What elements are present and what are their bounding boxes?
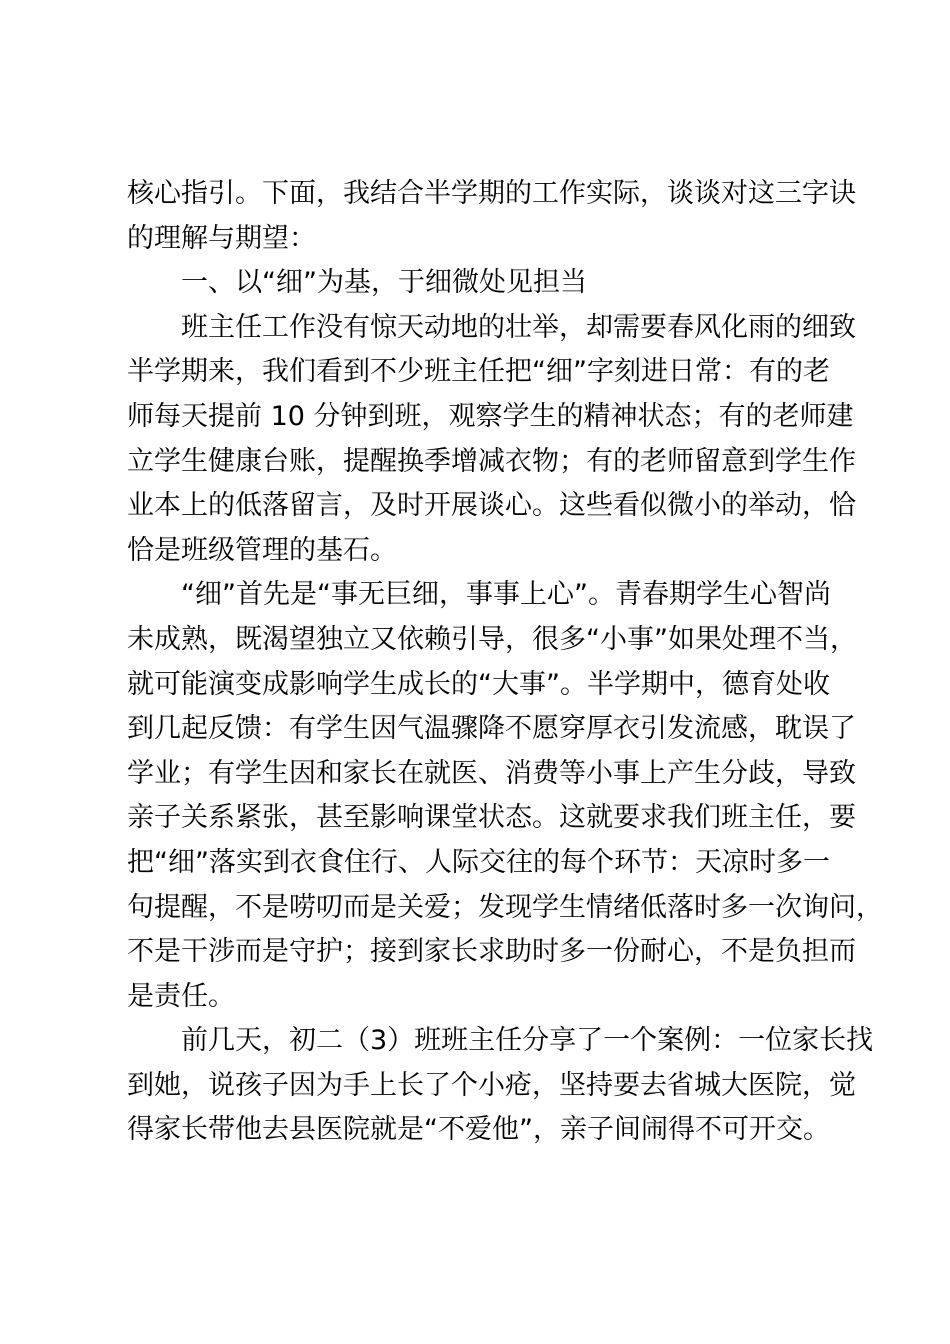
text-line: 一、以“细”为基，于细微处见担当	[181, 267, 587, 299]
text-line: 前几天，初二（3）班班主任分享了一个案例：一位家长找	[181, 1025, 874, 1057]
text-line: 半学期来，我们看到不少班主任把“细”字刻进日常：有的老	[127, 356, 830, 388]
text-line: 得家长带他去县医院就是“不爱他”，亲子间闹得不可开交。	[127, 1114, 830, 1146]
text-line: 恰是班级管理的基石。	[127, 534, 397, 566]
text-line: 的理解与期望：	[127, 222, 316, 254]
text-line: 就可能演变成影响学生成长的“大事”。半学期中，德育处收	[127, 668, 830, 700]
text-line: 把“细”落实到衣食住行、人际交往的每个环节：天凉时多一	[127, 846, 830, 878]
text-line: 班主任工作没有惊天动地的壮举，却需要春风化雨的细致	[181, 311, 856, 343]
text-line: 学业；有学生因和家长在就医、消费等小事上产生分歧，导致	[127, 757, 856, 789]
text-line: 核心指引。下面，我结合半学期的工作实际，谈谈对这三字诀	[127, 178, 856, 209]
text-line: 到几起反馈：有学生因气温骤降不愿穿厚衣引发流感，耽误了	[127, 713, 856, 745]
text-line: 是责任。	[127, 980, 235, 1012]
text-line: 师每天提前 10 分钟到班，观察学生的精神状态；有的老师建	[127, 400, 854, 432]
text-line: 未成熟，既渴望独立又依赖引导，很多“小事”如果处理不当，	[127, 623, 857, 655]
text-line: 亲子关系紧张，甚至影响课堂状态。这就要求我们班主任，要	[127, 802, 856, 834]
text-line: 立学生健康台账，提醒换季增减衣物；有的老师留意到学生作	[127, 445, 856, 477]
text-line: 业本上的低落留言，及时开展谈心。这些看似微小的举动，恰	[127, 490, 856, 522]
text-line: 句提醒，不是唠叨而是关爱；发现学生情绪低落时多一次询问，	[127, 891, 883, 923]
text-line: 到她，说孩子因为手上长了个小疮，坚持要去省城大医院，觉	[127, 1069, 856, 1101]
text-line: “细”首先是“事无巨细，事事上心”。青春期学生心智尚	[181, 579, 831, 611]
text-line: 不是干涉而是守护；接到家长求助时多一份耐心，不是负担而	[127, 936, 856, 968]
body-text	[127, 172, 883, 1153]
